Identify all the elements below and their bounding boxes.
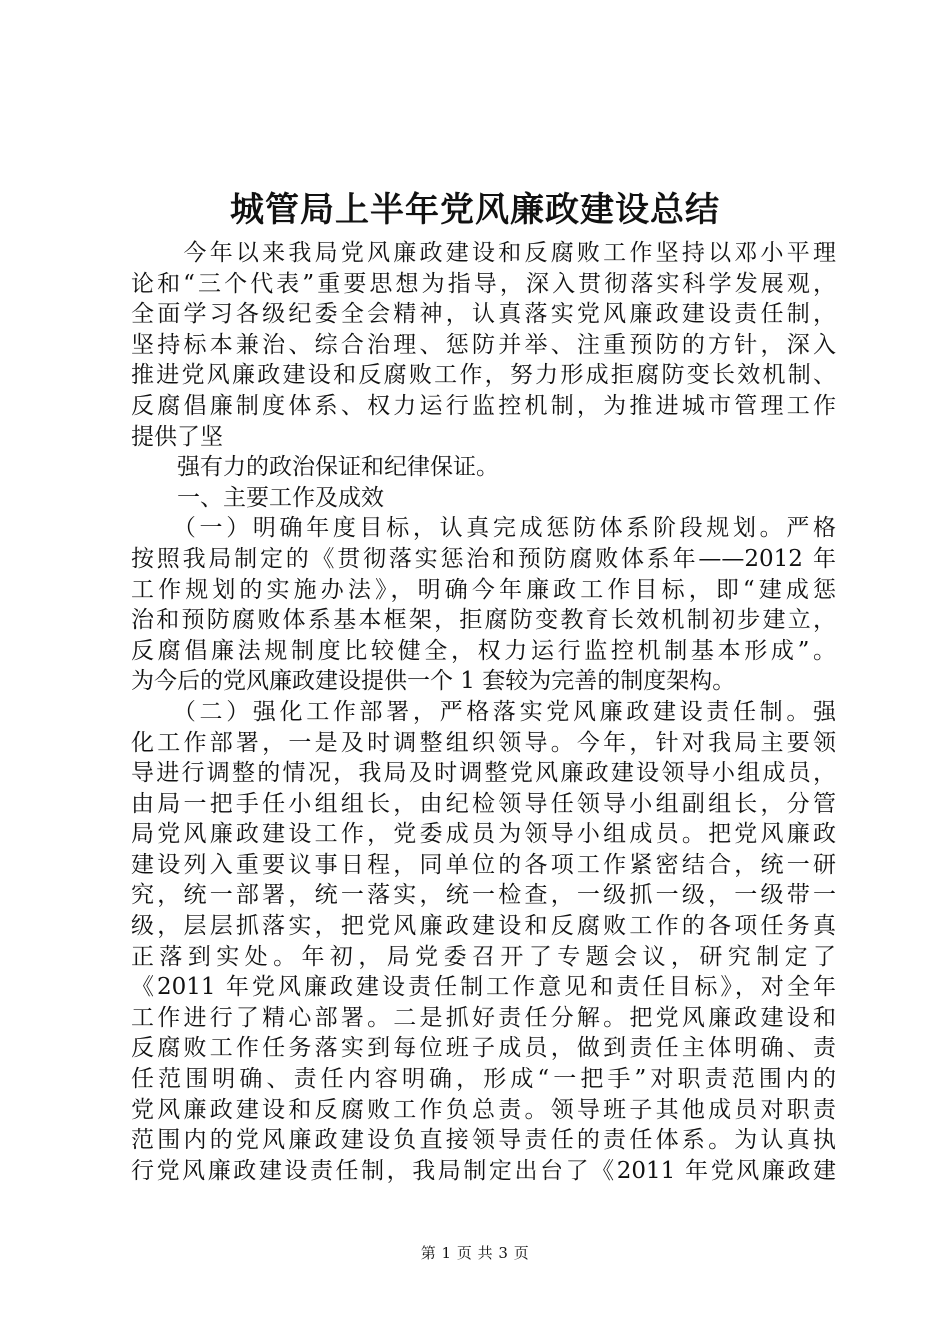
text-line: 全面学习各级纪委全会精神，认真落实党风廉政建设责任制， <box>131 301 836 328</box>
text-line: 任范围明确、责任内容明确，形成“一把手”对职责范围内的 <box>131 1066 836 1093</box>
text-line: 化工作部署，一是及时调整组织领导。今年，针对我局主要领 <box>131 729 836 756</box>
text-line: 《2011 年党风廉政建设责任制工作意见和责任目标》，对全年 <box>131 974 836 1001</box>
text-line: 由局一把手任小组组长，由纪检领导任领导小组副组长，分管 <box>131 790 836 817</box>
text-line: 治和预防腐败体系基本框架，拒腐防变教育长效机制初步建立， <box>131 607 836 634</box>
text-line: 强有力的政治保证和纪律保证。 <box>131 454 499 481</box>
text-line: 今年以来我局党风廉政建设和反腐败工作坚持以邓小平理 <box>131 240 836 266</box>
text-line: 论和“三个代表”重要思想为指导，深入贯彻落实科学发展观， <box>131 270 836 297</box>
text-line: 按照我局制定的《贯彻落实惩治和预防腐败体系年——2012 年 <box>131 545 836 572</box>
text-line: 局党风廉政建设工作，党委成员为领导小组成员。把党风廉政 <box>131 821 836 848</box>
text-line: 导进行调整的情况，我局及时调整党风廉政建设领导小组成员， <box>131 760 836 787</box>
text-line: 建设列入重要议事日程，同单位的各项工作紧密结合，统一研 <box>131 851 836 878</box>
document-body <box>131 238 836 1186</box>
text-line: 范围内的党风廉政建设负直接领导责任的责任体系。为认真执 <box>131 1127 836 1154</box>
page-footer: 第 1 页 共 3 页 <box>420 1244 530 1262</box>
text-line: 一、主要工作及成效 <box>131 484 384 511</box>
text-line: 反腐倡廉制度体系、权力运行监控机制，为推进城市管理工作 <box>131 392 836 419</box>
document-title: 城管局上半年党风廉政建设总结 <box>230 190 720 230</box>
text-line: 级，层层抓落实，把党风廉政建设和反腐败工作的各项任务真 <box>131 913 836 940</box>
text-line: 反腐败工作任务落实到每位班子成员，做到责任主体明确、责 <box>131 1035 836 1062</box>
text-line: （二）强化工作部署，严格落实党风廉政建设责任制。强 <box>131 698 836 725</box>
text-line: 反腐倡廉法规制度比较健全，权力运行监控机制基本形成”。 <box>131 637 836 664</box>
text-line: 行党风廉政建设责任制，我局制定出台了《2011 年党风廉政建 <box>131 1157 836 1184</box>
text-line: 究，统一部署，统一落实，统一检查，一级抓一级，一级带一 <box>131 882 836 909</box>
text-line: 党风廉政建设和反腐败工作负总责。领导班子其他成员对职责 <box>131 1096 836 1123</box>
text-line: 提供了坚 <box>131 423 223 450</box>
text-line: 工作规划的实施办法》，明确今年廉政工作目标，即“建成惩 <box>131 576 836 603</box>
text-line: 为今后的党风廉政建设提供一个 1 套较为完善的制度架构。 <box>131 668 736 695</box>
text-line: 坚持标本兼治、综合治理、惩防并举、注重预防的方针，深入 <box>131 331 836 358</box>
text-line: 正落到实处。年初，局党委召开了专题会议，研究制定了 <box>131 943 836 970</box>
text-line: （一）明确年度目标，认真完成惩防体系阶段规划。严格 <box>131 515 836 542</box>
text-line: 工作进行了精心部署。二是抓好责任分解。把党风廉政建设和 <box>131 1004 836 1031</box>
text-line: 推进党风廉政建设和反腐败工作，努力形成拒腐防变长效机制、 <box>131 362 836 389</box>
